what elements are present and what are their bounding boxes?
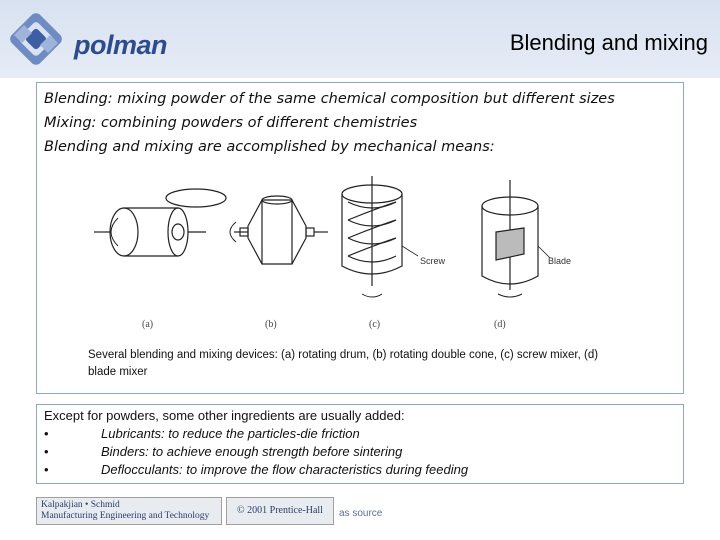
slide-title: Blending and mixing (509, 30, 708, 55)
mixing-definition: Mixing: combining powders of different chemistries (44, 115, 418, 131)
mixing-devices-figure (66, 170, 486, 336)
deflocculants-item: Deflocculants: to improve the flow characteristics during feeding (101, 462, 469, 477)
source-note: as source (339, 508, 383, 519)
figure-caption: Several blending and mixing devices: (a) rotating drum, (b) rotating double cone, (c) screw mixer, (d) blade mixer (88, 349, 599, 378)
screw-mixer-drawing (342, 176, 418, 297)
list-item: • Binders: to achieve enough strength before sintering (44, 444, 403, 459)
book-credit (36, 497, 222, 525)
figure-label-d: (d) (494, 319, 506, 330)
means-statement: Blending and mixing are accomplished by mechanical means: (44, 139, 495, 155)
book-title: Manufacturing Engineering and Technology (41, 511, 210, 521)
blending-definition: Blending: mixing powder of the same chemical composition but different sizes (44, 91, 615, 107)
blade-mixer-body (166, 189, 226, 207)
list-item: • Lubricants: to reduce the particles-die friction (44, 426, 360, 441)
lubricants-item: Lubricants: to reduce the particles-die friction (101, 426, 360, 441)
double-cone-drawing (230, 196, 328, 264)
slide-header (0, 0, 720, 78)
binders-item: Binders: to achieve enough strength before sintering (101, 444, 403, 459)
list-item: • Deflocculants: to improve the flow characteristics during feeding (44, 462, 469, 477)
figure-label-b: (b) (265, 319, 277, 330)
additives-list (44, 426, 468, 480)
additives-box (36, 404, 684, 484)
figure-label-a: (a) (142, 319, 154, 330)
logo-text: polman (74, 30, 168, 60)
copyright-notice: © 2001 Prentice-Hall (226, 497, 334, 525)
book-authors: Kalpakjian • Schmid (41, 500, 120, 510)
rotating-drum-drawing (94, 208, 206, 256)
figure-label-c: (c) (369, 319, 381, 330)
additives-intro: Except for powders, some other ingredients are usually added: (44, 408, 405, 423)
screw-label: Screw (420, 256, 446, 266)
blade-label: Blade (548, 256, 572, 266)
